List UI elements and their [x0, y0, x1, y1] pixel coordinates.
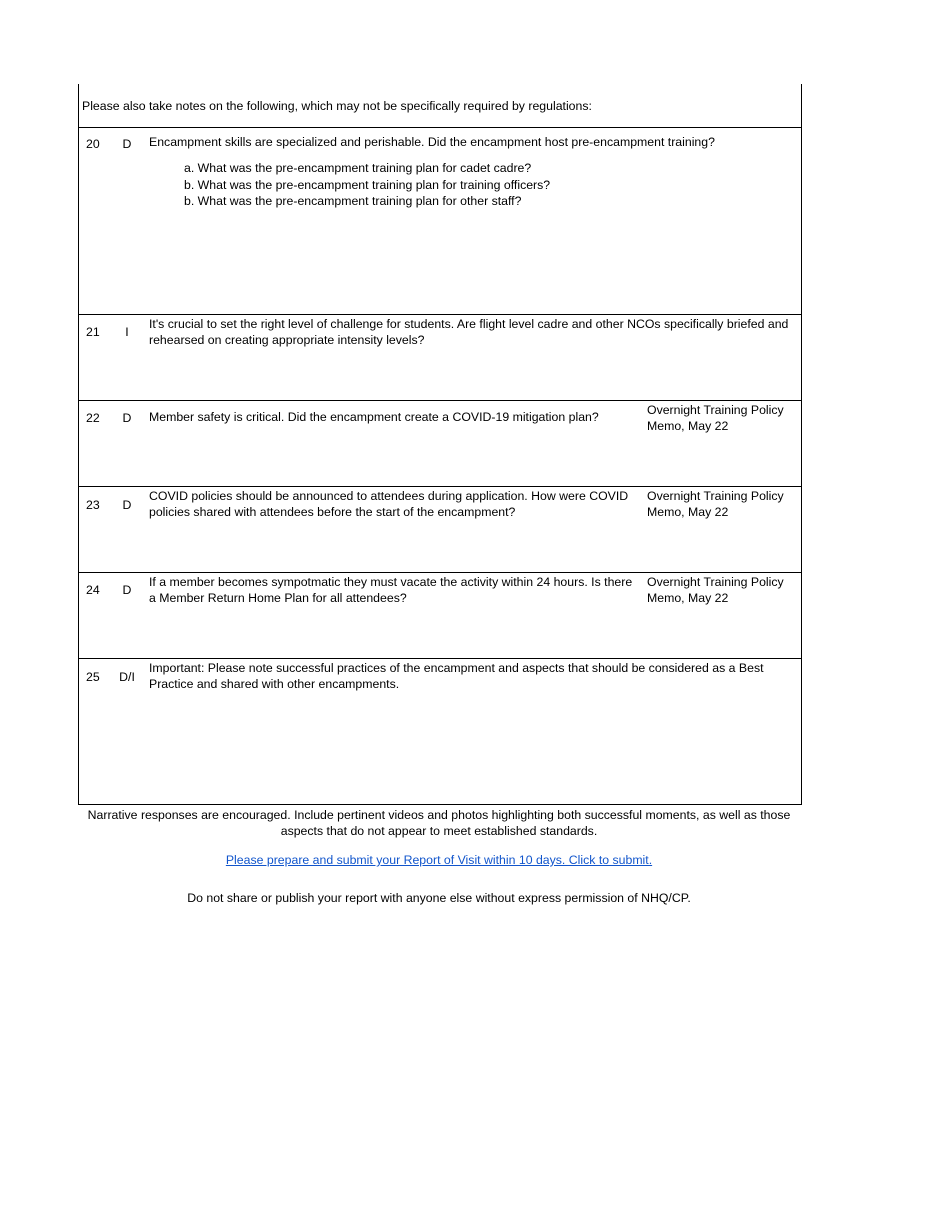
row-question: Member safety is critical. Did the encampment create a COVID-19 mitigation plan?: [149, 410, 599, 424]
row-number: 22: [86, 411, 100, 425]
row-reference: Overnight Training Policy Memo, May 22: [647, 489, 784, 519]
row-number: 23: [86, 498, 100, 512]
confidentiality-notice: Do not share or publish your report with anyone else without express permission of NHQ/CP.: [187, 891, 691, 905]
row-question: Important: Please note successful practices of the encampment and aspects that should be considered as a Best Practice and shared with other encampments.: [149, 661, 764, 691]
row-question: COVID policies should be announced to attendees during application. How were COVID policies shared with attendees before the start of the encampment?: [149, 489, 629, 519]
sub-question: a. What was the pre-encampment training plan for cadet cadre?: [184, 161, 532, 175]
row-question: It's crucial to set the right level of challenge for students. Are flight level cadre and other NCOs specifically briefed and rehearsed on creating appropriate intensity levels?: [149, 317, 789, 347]
row-number: 21: [86, 325, 100, 339]
sub-question: b. What was the pre-encampment training plan for training officers?: [184, 177, 551, 192]
sub-question-list: [184, 160, 550, 210]
checklist-row-21: [79, 315, 801, 400]
row-code: I: [125, 325, 129, 339]
row-reference: Overnight Training Policy Memo, May 22: [647, 575, 784, 605]
checklist-row-23: [79, 487, 801, 572]
row-number: 25: [86, 670, 100, 684]
row-reference: Overnight Training Policy Memo, May 22: [647, 403, 784, 433]
checklist-row-25: [79, 659, 801, 804]
row-number: 24: [86, 583, 100, 597]
checklist-table: [78, 84, 802, 805]
submit-report-link[interactable]: Please prepare and submit your Report of Visit within 10 days. Click to submit.: [225, 853, 653, 867]
row-code: D: [122, 137, 132, 151]
sub-question: b. What was the pre-encampment training plan for other staff?: [184, 194, 522, 208]
intro-text: Please also take notes on the following, which may not be specifically required by regulations:: [82, 99, 592, 113]
row-code: D: [122, 583, 132, 597]
row-code: D: [122, 411, 132, 425]
checklist-row-20: [79, 128, 801, 314]
row-question: If a member becomes sympotmatic they must vacate the activity within 24 hours. Is there a Member Return Home Plan for all attendees?: [149, 575, 633, 605]
row-code: D/I: [119, 670, 135, 684]
checklist-row-24: [79, 573, 801, 658]
narrative-note: Narrative responses are encouraged. Include pertinent videos and photos highlighting both successful moments, as well as those aspects that do not appear to meet established standards.: [87, 808, 791, 838]
row-code: D: [122, 498, 132, 512]
checklist-row-22: [79, 401, 801, 486]
submit-link-line: [78, 853, 800, 869]
row-question: Encampment skills are specialized and perishable. Did the encampment host pre-encampment training?: [149, 135, 715, 149]
row-number: 20: [86, 137, 100, 151]
